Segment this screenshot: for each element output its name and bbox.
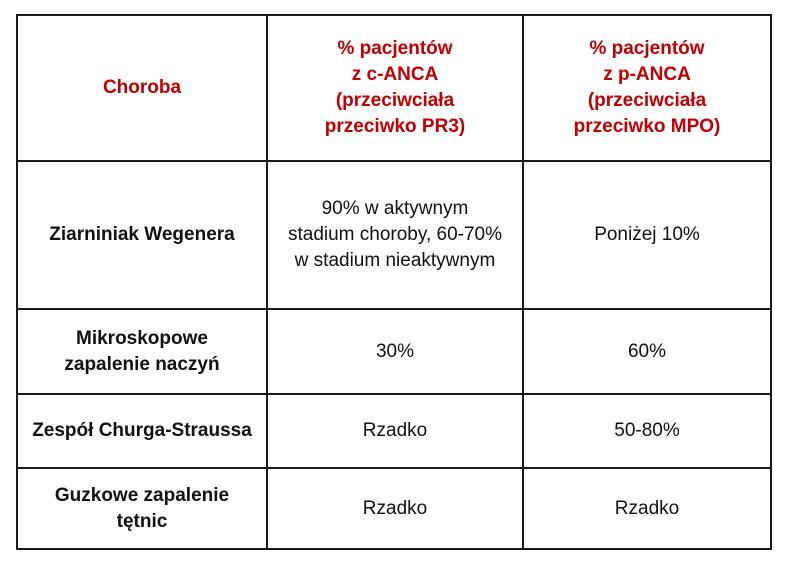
disease-cell: [17, 394, 267, 468]
disease-name: Mikroskopowe zapalenie naczyń: [64, 327, 220, 375]
header-p-anca: [523, 15, 771, 161]
header-c-anca-text: % pacjentów z c-ANCA (przeciwciała przeciwko PR3): [324, 38, 466, 137]
anca-comparison-table: [16, 14, 772, 550]
p-anca-cell: [523, 161, 771, 309]
p-anca-value: Rzadko: [614, 497, 680, 519]
header-disease: [17, 15, 267, 161]
c-anca-cell: [267, 161, 523, 309]
header-p-anca-text: % pacjentów z p-ANCA (przeciwciała przeciwko MPO): [573, 38, 721, 137]
disease-name: Ziarniniak Wegenera: [49, 224, 235, 245]
table-row: [17, 161, 771, 309]
c-anca-cell: [267, 468, 523, 549]
p-anca-value: 50-80%: [614, 420, 680, 441]
c-anca-value: 30%: [375, 340, 415, 362]
p-anca-value: 60%: [627, 340, 667, 362]
p-anca-value: Poniżej 10%: [594, 224, 700, 245]
c-anca-value: Rzadko: [362, 420, 428, 441]
c-anca-value: 90% w aktywnym stadium choroby, 60-70% w stadium nieaktywnym: [287, 198, 503, 271]
header-disease-text: Choroba: [102, 77, 182, 98]
header-c-anca: [267, 15, 523, 161]
p-anca-cell: [523, 468, 771, 549]
table-row: [17, 394, 771, 468]
c-anca-value: Rzadko: [362, 497, 428, 519]
disease-name: Zespół Churga-Straussa: [32, 420, 252, 441]
c-anca-cell: [267, 309, 523, 394]
disease-cell: [17, 161, 267, 309]
table-row: [17, 309, 771, 394]
c-anca-cell: [267, 394, 523, 468]
disease-name: Guzkowe zapalenie tętnic: [54, 484, 230, 532]
p-anca-cell: [523, 394, 771, 468]
disease-cell: [17, 468, 267, 549]
disease-cell: [17, 309, 267, 394]
table-row: [17, 468, 771, 549]
header-row: [17, 15, 771, 161]
p-anca-cell: [523, 309, 771, 394]
